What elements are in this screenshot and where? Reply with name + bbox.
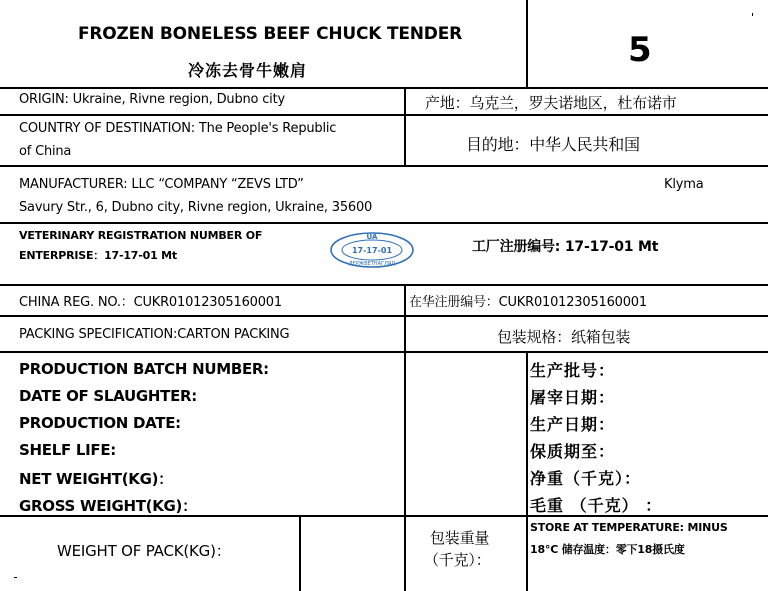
box-number: 5 <box>628 30 652 70</box>
rule <box>0 114 768 116</box>
product-title-en: FROZEN BONELESS BEEF CHUCK TENDER <box>78 24 463 44</box>
field-label-en: DATE OF SLAUGHTER: <box>19 387 197 405</box>
field-label-en: NET WEIGHT(KG)： <box>19 470 173 488</box>
origin-en: ORIGIN: Ukraine, Rivne region, Dubno city <box>19 92 285 107</box>
rule <box>526 351 528 591</box>
destination-zh: 目的地：中华人民共和国 <box>466 135 640 154</box>
corner-mark <box>752 13 753 16</box>
storage-temp-line1: STORE AT TEMPERATURE: MINUS <box>530 521 728 534</box>
weight-of-pack-label: WEIGHT OF PACK(KG)： <box>57 542 231 560</box>
rule <box>526 0 528 88</box>
stamp-number: 17-17-01 <box>351 246 393 255</box>
field-label-zh: 毛重 （千克） ： <box>530 496 663 515</box>
field-label-en: SHELF LIFE: <box>19 441 116 459</box>
packing-spec-en: PACKING SPECIFICATION:CARTON PACKING <box>19 327 290 342</box>
destination-en-line1: COUNTRY OF DESTINATION: The People's Republic <box>19 121 337 136</box>
china-reg-zh: 在华注册编号：CUKR01012305160001 <box>409 295 647 310</box>
vet-reg-en-line1: VETERINARY REGISTRATION NUMBER OF <box>19 229 263 242</box>
pack-weight-zh-line1: 包装重量 <box>430 529 490 547</box>
rule <box>404 284 406 591</box>
field-label-zh: 保质期至： <box>530 442 616 461</box>
rule <box>0 87 768 89</box>
manufacturer-line1: MANUFACTURER: LLC “COMPANY “ZEVS LTD” <box>19 177 304 192</box>
field-label-zh: 生产日期： <box>530 415 616 434</box>
corner-mark <box>14 577 17 578</box>
rule <box>0 351 768 353</box>
field-label-en: PRODUCTION BATCH NUMBER: <box>19 360 269 378</box>
manufacturer-address: Savury Str., 6, Dubno city, Rivne region, Ukraine, 35600 <box>19 200 373 215</box>
field-label-en: PRODUCTION DATE: <box>19 414 181 432</box>
rule <box>404 88 406 166</box>
rule <box>0 222 768 224</box>
storage-temp-line2: 18°C 储存温度：零下18摄氏度 <box>530 543 685 556</box>
origin-zh: 产地：乌克兰，罗夫诺地区，杜布诺市 <box>425 94 677 112</box>
stamp-top-text: UA <box>366 233 378 241</box>
rule <box>0 284 768 286</box>
china-reg-en: CHINA REG. NO.：CUKR01012305160001 <box>19 295 282 310</box>
product-title-zh: 冷冻去骨牛嫩肩 <box>188 61 308 80</box>
destination-en-line2: of China <box>19 144 72 159</box>
field-label-zh: 屠宰日期： <box>530 388 616 407</box>
field-label-zh: 生产批号： <box>530 361 616 380</box>
rule <box>299 515 301 591</box>
vet-reg-zh: 工厂注册编号: 17-17-01 Mt <box>472 239 659 255</box>
brand-name: Klyma <box>664 177 704 192</box>
field-label-en: GROSS WEIGHT(KG)： <box>19 497 197 515</box>
field-label-zh: 净重（千克）： <box>530 469 642 488</box>
pack-weight-zh-line2: （千克）： <box>424 551 491 569</box>
veterinary-stamp-icon <box>329 231 415 269</box>
stamp-bottom-text: ДЕРЖВЕТНАГЛЯД <box>348 261 396 267</box>
vet-reg-en-line2: ENTERPRISE：17-17-01 Mt <box>19 249 177 262</box>
rule <box>0 165 768 167</box>
rule <box>0 315 768 317</box>
packing-spec-zh: 包装规格：纸箱包装 <box>497 328 631 346</box>
